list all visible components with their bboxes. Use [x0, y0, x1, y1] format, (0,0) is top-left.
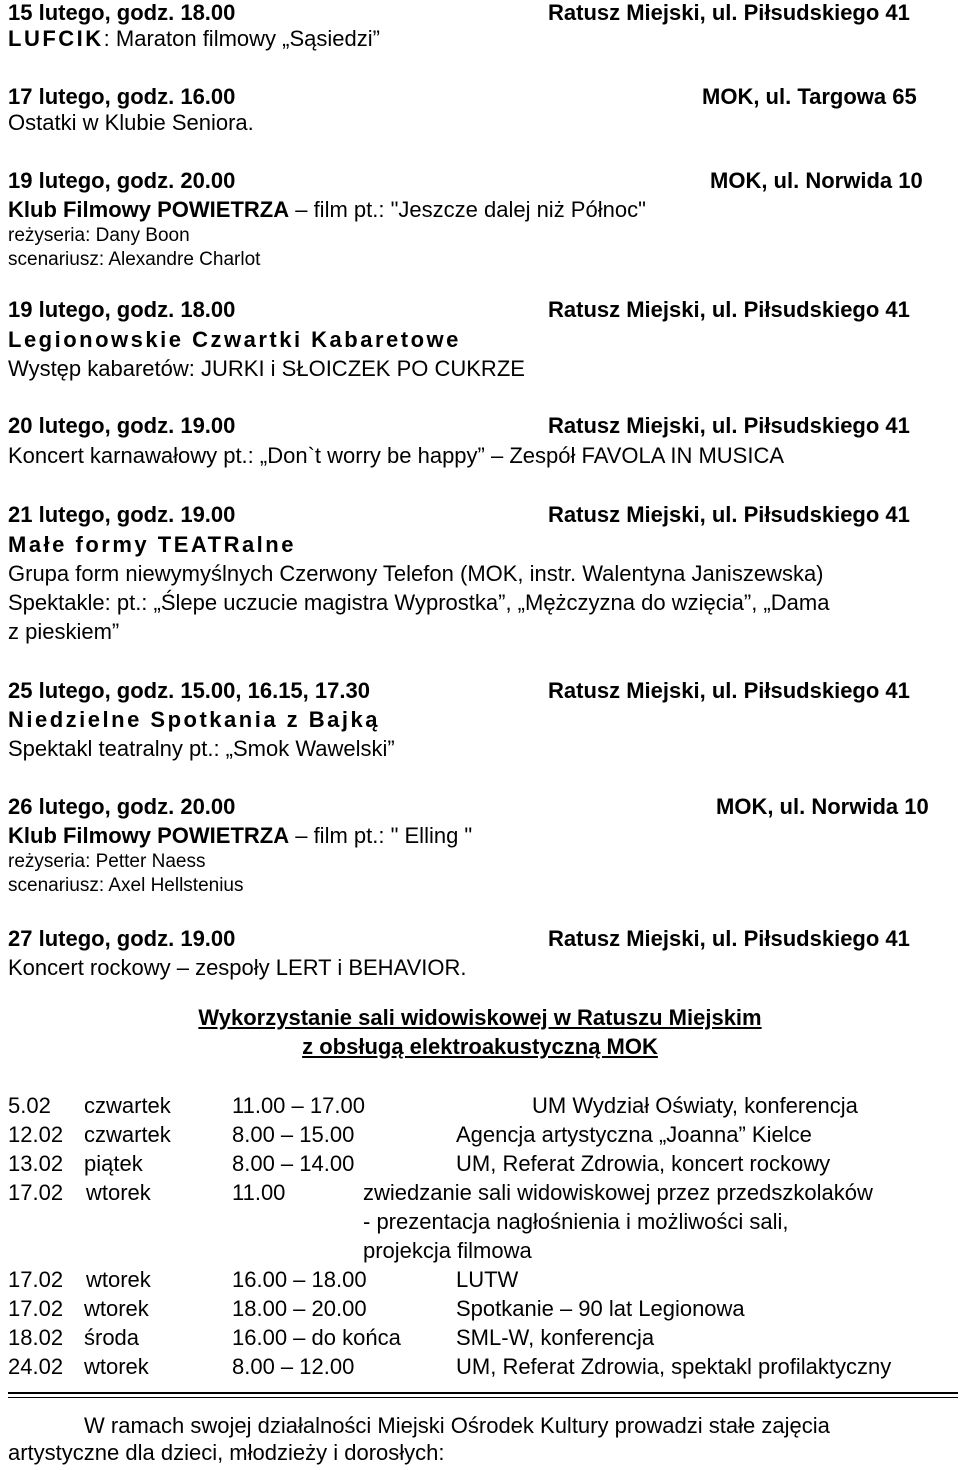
booking-date: 13.02	[8, 1151, 64, 1176]
booking-time: 8.00 – 12.00	[232, 1354, 355, 1379]
booking-date: 5.02	[8, 1093, 51, 1118]
booking-description: UM, Referat Zdrowia, koncert rockowy	[456, 1151, 831, 1176]
booking-date: 24.02	[8, 1354, 64, 1379]
event-script: scenariusz: Alexandre Charlot	[8, 249, 261, 270]
event-script: scenariusz: Axel Hellstenius	[8, 875, 244, 896]
booking-day: czwartek	[84, 1093, 171, 1118]
event-title	[8, 823, 472, 849]
booking-day: wtorek	[86, 1180, 151, 1205]
event-venue: Ratusz Miejski, ul. Piłsudskiego 41	[548, 0, 910, 25]
event-venue: Ratusz Miejski, ul. Piłsudskiego 41	[548, 502, 910, 527]
booking-time: 11.00	[232, 1180, 286, 1205]
booking-time: 16.00 – do końca	[232, 1325, 401, 1350]
booking-date: 17.02	[8, 1267, 64, 1292]
booking-description: Agencja artystyczna „Joanna” Kielce	[456, 1122, 812, 1147]
event-description-2: Spektakle: pt.: „Ślepe uczucie magistra Wyprostka”, „Mężczyzna do wzięcia”, „Dama	[8, 590, 830, 615]
booking-day: wtorek	[86, 1267, 151, 1292]
event-description: Koncert karnawałowy pt.: „Don`t worry be happy” – Zespół FAVOLA IN MUSICA	[8, 443, 785, 468]
event-description-3: z pieskiem”	[8, 619, 120, 644]
event-title-bold: LUFCIK	[8, 26, 104, 51]
section-heading-2: z obsługą elektroakustyczną MOK	[302, 1034, 658, 1059]
footer-line-1: W ramach swojej działalności Miejski Ośrodek Kultury prowadzi stałe zajęcia	[84, 1413, 830, 1438]
booking-time: 11.00 – 17.00	[232, 1093, 365, 1118]
footer-line-2: artystyczne dla dzieci, młodzieży i dorosłych:	[8, 1440, 445, 1465]
booking-time: 8.00 – 15.00	[232, 1122, 355, 1147]
event-title: Niedzielne Spotkania z Bajką	[8, 707, 380, 732]
event-venue: MOK, ul. Targowa 65	[702, 84, 917, 109]
divider-thin	[8, 1397, 958, 1398]
event-title-rest: : Maraton filmowy „Sąsiedzi”	[103, 26, 380, 51]
event-title-bold: Klub Filmowy POWIETRZA	[8, 823, 290, 848]
booking-day: środa	[84, 1325, 140, 1350]
event-date: 21 lutego, godz. 19.00	[8, 502, 236, 527]
event-venue: Ratusz Miejski, ul. Piłsudskiego 41	[548, 926, 910, 951]
booking-time: 16.00 – 18.00	[232, 1267, 367, 1292]
event-date: 20 lutego, godz. 19.00	[8, 413, 236, 438]
divider	[8, 1392, 958, 1394]
section-heading: Wykorzystanie sali widowiskowej w Ratuszu Miejskim	[198, 1005, 762, 1030]
event-title-rest: – film pt.: " Elling "	[289, 823, 473, 848]
booking-date: 17.02	[8, 1180, 64, 1205]
event-description: Ostatki w Klubie Seniora.	[8, 110, 254, 135]
event-director: reżyseria: Petter Naess	[8, 851, 206, 872]
event-date: 25 lutego, godz. 15.00, 16.15, 17.30	[8, 678, 370, 703]
event-venue: MOK, ul. Norwida 10	[710, 168, 923, 193]
event-venue: Ratusz Miejski, ul. Piłsudskiego 41	[548, 297, 910, 322]
booking-time: 18.00 – 20.00	[232, 1296, 367, 1321]
booking-time: 8.00 – 14.00	[232, 1151, 355, 1176]
booking-description: LUTW	[456, 1267, 519, 1292]
event-date: 17 lutego, godz. 16.00	[8, 84, 236, 109]
booking-description-3: projekcja filmowa	[363, 1238, 532, 1263]
booking-day: piątek	[84, 1151, 143, 1176]
event-title: Małe formy TEATRalne	[8, 532, 296, 557]
booking-description: zwiedzanie sali widowiskowej przez przedszkolaków	[363, 1180, 873, 1205]
booking-description: Spotkanie – 90 lat Legionowa	[456, 1296, 745, 1321]
event-title	[8, 26, 380, 52]
booking-day: czwartek	[84, 1122, 171, 1147]
event-description: Koncert rockowy – zespoły LERT i BEHAVIOR.	[8, 955, 467, 980]
event-title-rest: – film pt.: "Jeszcze dalej niż Północ"	[289, 197, 646, 222]
event-venue: MOK, ul. Norwida 10	[716, 794, 929, 819]
booking-day: wtorek	[84, 1296, 149, 1321]
event-date: 19 lutego, godz. 18.00	[8, 297, 236, 322]
booking-description: SML-W, konferencja	[456, 1325, 655, 1350]
booking-date: 18.02	[8, 1325, 64, 1350]
booking-date: 12.02	[8, 1122, 64, 1147]
event-title	[8, 197, 646, 223]
event-description: Spektakl teatralny pt.: „Smok Wawelski”	[8, 736, 395, 761]
event-title-bold: Klub Filmowy POWIETRZA	[8, 197, 290, 222]
booking-description: UM Wydział Oświaty, konferencja	[532, 1093, 858, 1118]
booking-description-2: - prezentacja nagłośnienia i możliwości sali,	[363, 1209, 789, 1234]
event-date: 27 lutego, godz. 19.00	[8, 926, 236, 951]
event-description: Występ kabaretów: JURKI i SŁOICZEK PO CUKRZE	[8, 356, 525, 381]
event-date: 15 lutego, godz. 18.00	[8, 0, 236, 25]
event-director: reżyseria: Dany Boon	[8, 225, 190, 246]
booking-date: 17.02	[8, 1296, 64, 1321]
event-venue: Ratusz Miejski, ul. Piłsudskiego 41	[548, 413, 910, 438]
event-title: Legionowskie Czwartki Kabaretowe	[8, 327, 461, 352]
event-venue: Ratusz Miejski, ul. Piłsudskiego 41	[548, 678, 910, 703]
event-description: Grupa form niewymyślnych Czerwony Telefon (MOK, instr. Walentyna Janiszewska)	[8, 561, 824, 586]
booking-day: wtorek	[84, 1354, 149, 1379]
event-date: 26 lutego, godz. 20.00	[8, 794, 236, 819]
booking-description: UM, Referat Zdrowia, spektakl profilaktyczny	[456, 1354, 892, 1379]
event-date: 19 lutego, godz. 20.00	[8, 168, 236, 193]
